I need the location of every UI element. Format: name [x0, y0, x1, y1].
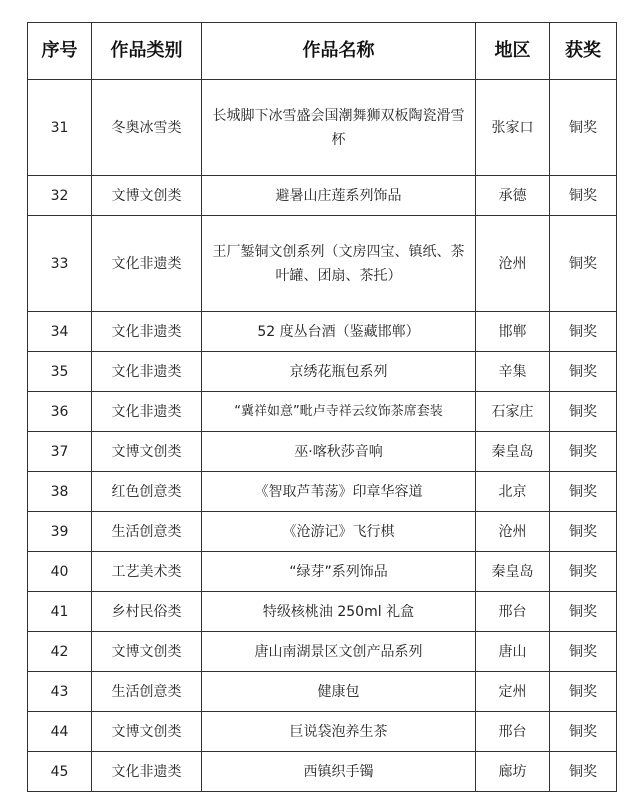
- cell-award: 铜奖: [550, 712, 617, 752]
- cell-region: 辛集: [476, 352, 550, 392]
- table-row: [28, 392, 617, 432]
- table-row: [28, 352, 617, 392]
- cell-award: 铜奖: [550, 552, 617, 592]
- cell-number: 36: [28, 392, 92, 432]
- cell-number: 45: [28, 752, 92, 792]
- awards-table: [27, 22, 617, 792]
- cell-number: 35: [28, 352, 92, 392]
- cell-region: 秦皇岛: [476, 552, 550, 592]
- table-row: [28, 216, 617, 312]
- cell-number: 32: [28, 176, 92, 216]
- table-row: [28, 472, 617, 512]
- cell-category: 文博文创类: [92, 176, 202, 216]
- cell-region: 北京: [476, 472, 550, 512]
- table-row: [28, 592, 617, 632]
- cell-number: 43: [28, 672, 92, 712]
- cell-award: 铜奖: [550, 672, 617, 712]
- cell-category: 文化非遗类: [92, 312, 202, 352]
- cell-name: 长城脚下冰雪盛会国潮舞狮双板陶瓷滑雪杯: [202, 80, 476, 176]
- table-row: [28, 432, 617, 472]
- table-row: [28, 672, 617, 712]
- cell-name: 《沧游记》飞行棋: [202, 512, 476, 552]
- cell-award: 铜奖: [550, 216, 617, 312]
- table-row: [28, 712, 617, 752]
- cell-award: 铜奖: [550, 80, 617, 176]
- table-row: [28, 176, 617, 216]
- cell-award: 铜奖: [550, 176, 617, 216]
- cell-award: 铜奖: [550, 472, 617, 512]
- cell-category: 文化非遗类: [92, 752, 202, 792]
- cell-category: 文博文创类: [92, 432, 202, 472]
- cell-number: 39: [28, 512, 92, 552]
- cell-award: 铜奖: [550, 312, 617, 352]
- header-region: 地区: [476, 23, 550, 80]
- cell-region: 邢台: [476, 712, 550, 752]
- cell-name: “绿芽”系列饰品: [202, 552, 476, 592]
- cell-category: 文化非遗类: [92, 352, 202, 392]
- cell-category: 红色创意类: [92, 472, 202, 512]
- cell-category: 生活创意类: [92, 512, 202, 552]
- cell-region: 秦皇岛: [476, 432, 550, 472]
- table-row: [28, 552, 617, 592]
- cell-award: 铜奖: [550, 432, 617, 472]
- cell-number: 37: [28, 432, 92, 472]
- cell-category: 冬奥冰雪类: [92, 80, 202, 176]
- header-name: 作品名称: [202, 23, 476, 80]
- cell-region: 廊坊: [476, 752, 550, 792]
- cell-category: 文博文创类: [92, 712, 202, 752]
- cell-region: 邢台: [476, 592, 550, 632]
- cell-name: 巫·喀秋莎音响: [202, 432, 476, 472]
- cell-region: 唐山: [476, 632, 550, 672]
- cell-region: 沧州: [476, 512, 550, 552]
- cell-category: 文博文创类: [92, 632, 202, 672]
- cell-number: 44: [28, 712, 92, 752]
- cell-award: 铜奖: [550, 752, 617, 792]
- cell-category: 文化非遗类: [92, 216, 202, 312]
- cell-number: 33: [28, 216, 92, 312]
- cell-name: 王厂錾铜文创系列（文房四宝、镇纸、茶叶罐、团扇、茶托）: [202, 216, 476, 312]
- cell-name: 巨说袋泡养生茶: [202, 712, 476, 752]
- header-row: [28, 23, 617, 80]
- cell-name: 52 度丛台酒（鉴藏邯郸）: [202, 312, 476, 352]
- cell-number: 42: [28, 632, 92, 672]
- cell-name: 避暑山庄莲系列饰品: [202, 176, 476, 216]
- header-category: 作品类别: [92, 23, 202, 80]
- cell-name: 健康包: [202, 672, 476, 712]
- cell-name: 京绣花瓶包系列: [202, 352, 476, 392]
- cell-category: 乡村民俗类: [92, 592, 202, 632]
- cell-region: 张家口: [476, 80, 550, 176]
- cell-award: 铜奖: [550, 392, 617, 432]
- cell-region: 承德: [476, 176, 550, 216]
- cell-number: 40: [28, 552, 92, 592]
- cell-award: 铜奖: [550, 512, 617, 552]
- cell-name: 《智取芦苇荡》印章华容道: [202, 472, 476, 512]
- cell-region: 邯郸: [476, 312, 550, 352]
- table-row: [28, 80, 617, 176]
- cell-name: 特级核桃油 250ml 礼盒: [202, 592, 476, 632]
- cell-number: 41: [28, 592, 92, 632]
- cell-number: 34: [28, 312, 92, 352]
- cell-award: 铜奖: [550, 632, 617, 672]
- cell-name: “冀祥如意”毗卢寺祥云纹饰茶席套装: [202, 392, 476, 432]
- cell-category: 文化非遗类: [92, 392, 202, 432]
- header-award: 获奖: [550, 23, 617, 80]
- cell-award: 铜奖: [550, 592, 617, 632]
- cell-award: 铜奖: [550, 352, 617, 392]
- cell-number: 31: [28, 80, 92, 176]
- table-row: [28, 512, 617, 552]
- cell-name: 西镇织手镯: [202, 752, 476, 792]
- cell-category: 工艺美术类: [92, 552, 202, 592]
- cell-region: 石家庄: [476, 392, 550, 432]
- table-row: [28, 752, 617, 792]
- cell-region: 沧州: [476, 216, 550, 312]
- table-row: [28, 312, 617, 352]
- header-number: 序号: [28, 23, 92, 80]
- cell-category: 生活创意类: [92, 672, 202, 712]
- cell-number: 38: [28, 472, 92, 512]
- cell-region: 定州: [476, 672, 550, 712]
- cell-name: 唐山南湖景区文创产品系列: [202, 632, 476, 672]
- table-row: [28, 632, 617, 672]
